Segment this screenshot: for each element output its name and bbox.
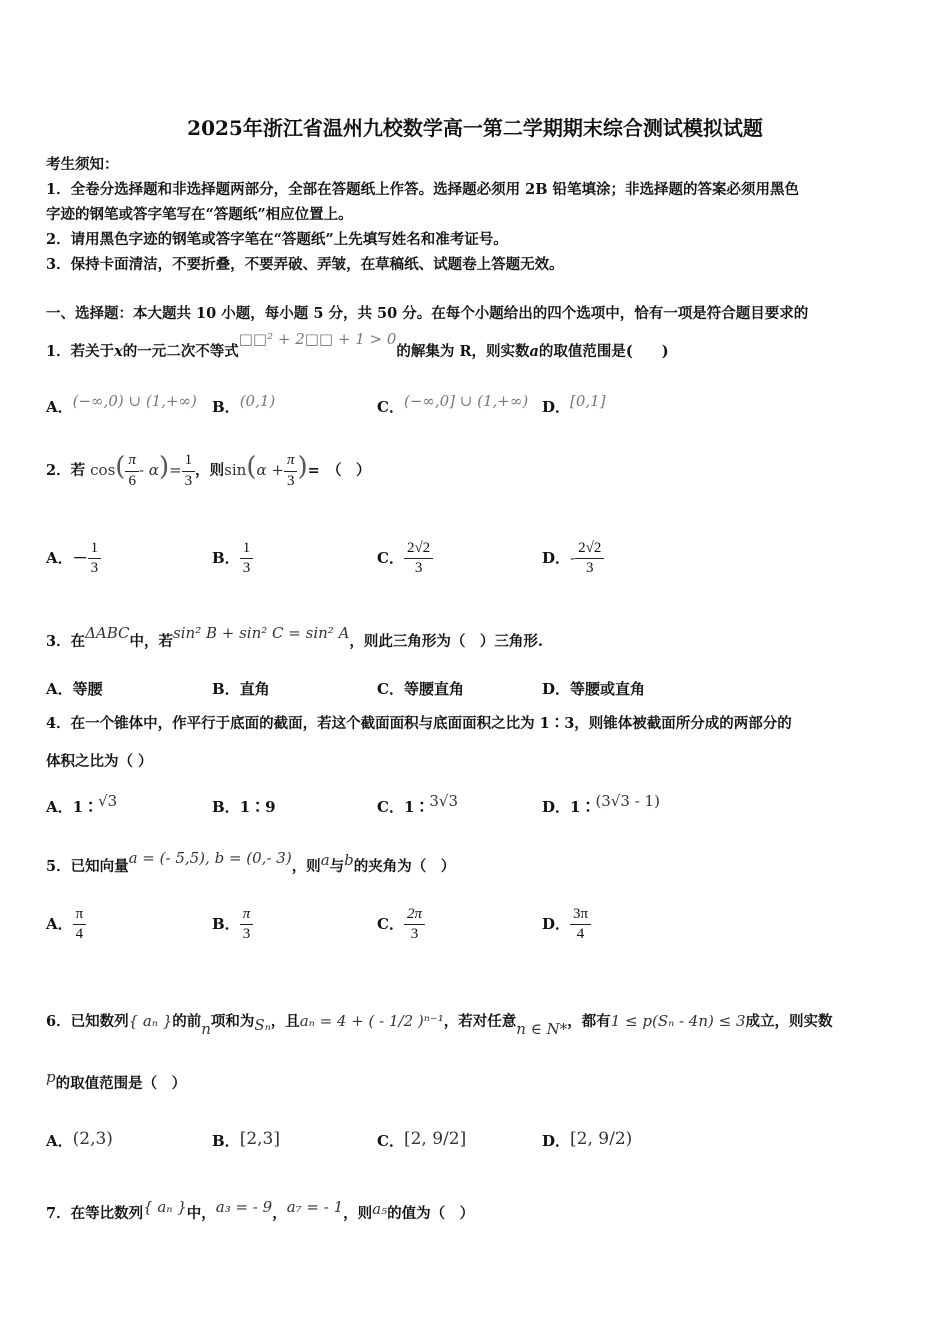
question-5: 5．已知向量a = (- 5,5), b = (0,- 3)，则a与b的夹角为（ ） — [46, 849, 456, 875]
q3-option-c[interactable]: C．等腰直角 — [377, 680, 464, 698]
q6-option-d[interactable]: D．[2, 9/2) — [542, 1129, 633, 1150]
notice-line-1: 1．全卷分选择题和非选择题两部分，全部在答题纸上作答。选择题必须用 2B 铅笔填涂；非选择题的答案必须用黑色 — [46, 181, 800, 198]
page-title: 2025年浙江省温州九校数学高一第二学期期末综合测试模拟试题 — [187, 116, 763, 140]
q5-option-c[interactable]: C． $\frac{2\pi}{3}$ — [377, 906, 425, 944]
q3-triangle: ΔABC — [85, 624, 130, 642]
section-heading: 一、选择题：本大题共 10 小题，每小题 5 分，共 50 分。在每个小题给出的四个选项中，恰有一项是符合题目要求的 — [46, 305, 809, 322]
q4-option-a[interactable]: A．1∶√3 — [46, 792, 118, 816]
question-7: 7．在等比数列{ aₙ }中，a₃ = - 9，a₇ = - 1，则a₅的值为（ ） — [46, 1198, 475, 1222]
q3-option-d[interactable]: D．等腰或直角 — [542, 680, 646, 698]
question-2: 2．若 cos( $\frac{\pi}{6}$ - α)= $\frac{1}{3}$ ，则sin(α + $\frac{\pi}{3}$ )= （ ） — [46, 452, 371, 489]
q5-option-d[interactable]: D． $\frac{3\pi}{4}$ — [542, 906, 591, 944]
q5-vectors: a = (- 5,5), b = (0,- 3) — [128, 849, 292, 867]
q6-condition: 1 ≤ p(Sₙ - 4n) ≤ 3 — [610, 1012, 746, 1030]
q3-option-a[interactable]: A．等腰 — [46, 680, 103, 698]
q4-option-c[interactable]: C．1∶3√3 — [377, 792, 459, 816]
q3-equation: sin² B + sin² C = sin² A — [173, 624, 350, 642]
q3-option-b[interactable]: B．直角 — [212, 680, 270, 698]
question-4-line-2: 体积之比为（ ） — [46, 753, 153, 770]
q4-option-d[interactable]: D．1∶(3√3 - 1) — [542, 792, 660, 816]
q6-option-c[interactable]: C．[2, 9/2] — [377, 1129, 467, 1150]
question-4-line-1: 4．在一个锥体中，作平行于底面的截面，若这个截面面积与底面面积之比为 1∶3，则锥体被截面所分成的两部分的 — [46, 715, 792, 732]
q2-option-a[interactable]: A．－ $\frac{1}{3}$ — [46, 540, 101, 578]
notice-line-2: 字迹的钢笔或答字笔写在“答题纸”相应位置上。 — [46, 206, 353, 223]
notice-line-3: 2．请用黑色字迹的钢笔或答字笔在“答题纸”上先填写姓名和准考证号。 — [46, 231, 508, 248]
notice-line-4: 3．保持卡面清洁，不要折叠，不要弄破、弄皱，在草稿纸、试题卷上答题无效。 — [46, 256, 564, 273]
question-6: 6．已知数列{ aₙ }的前n项和为Sₙ，且aₙ = 4 + ( - 1/2 )ⁿ⁻¹，若对任意n ∈ N*，都有1 ≤ p(Sₙ - 4n) ≤ 3成立，则实数 — [46, 1012, 833, 1038]
q6-option-a[interactable]: A．(2,3) — [46, 1129, 113, 1150]
q4-option-b[interactable]: B．1∶9 — [212, 798, 276, 816]
q2-option-b[interactable]: B． $\frac{1}{3}$ — [212, 540, 253, 578]
question-3: 3．在ΔABC中，若sin² B + sin² C = sin² A，则此三角形为（ ）三角形. — [46, 624, 543, 650]
question-6-line-2: p的取值范围是（ ） — [46, 1068, 187, 1092]
q1-option-c[interactable]: C．(−∞,0] ∪ (1,+∞) — [377, 392, 529, 416]
question-1: 1．若关于x的一元二次不等式□□² + 2□□ + 1 > 0的解集为 R，则实数a的取值范围是( ) — [46, 330, 669, 360]
q1-inequality: □□² + 2□□ + 1 > 0 — [238, 330, 397, 348]
q6-formula: aₙ = 4 + ( - 1/2 )ⁿ⁻¹ — [299, 1012, 444, 1030]
q1-option-a[interactable]: A．(−∞,0) ∪ (1,+∞) — [46, 392, 197, 416]
q5-option-a[interactable]: A． $\frac{\pi}{4}$ — [46, 906, 86, 944]
notice-heading: 考生须知： — [46, 156, 119, 173]
q1-option-b[interactable]: B．(0,1) — [212, 392, 276, 416]
q5-option-b[interactable]: B． $\frac{\pi}{3}$ — [212, 906, 253, 944]
q2-option-d[interactable]: D．- $\frac{2√2}{3}$ — [542, 540, 604, 578]
q6-option-b[interactable]: B．[2,3] — [212, 1129, 280, 1150]
q2-option-c[interactable]: C． $\frac{2√2}{3}$ — [377, 540, 433, 578]
q1-option-d[interactable]: D．[0,1] — [542, 392, 606, 416]
